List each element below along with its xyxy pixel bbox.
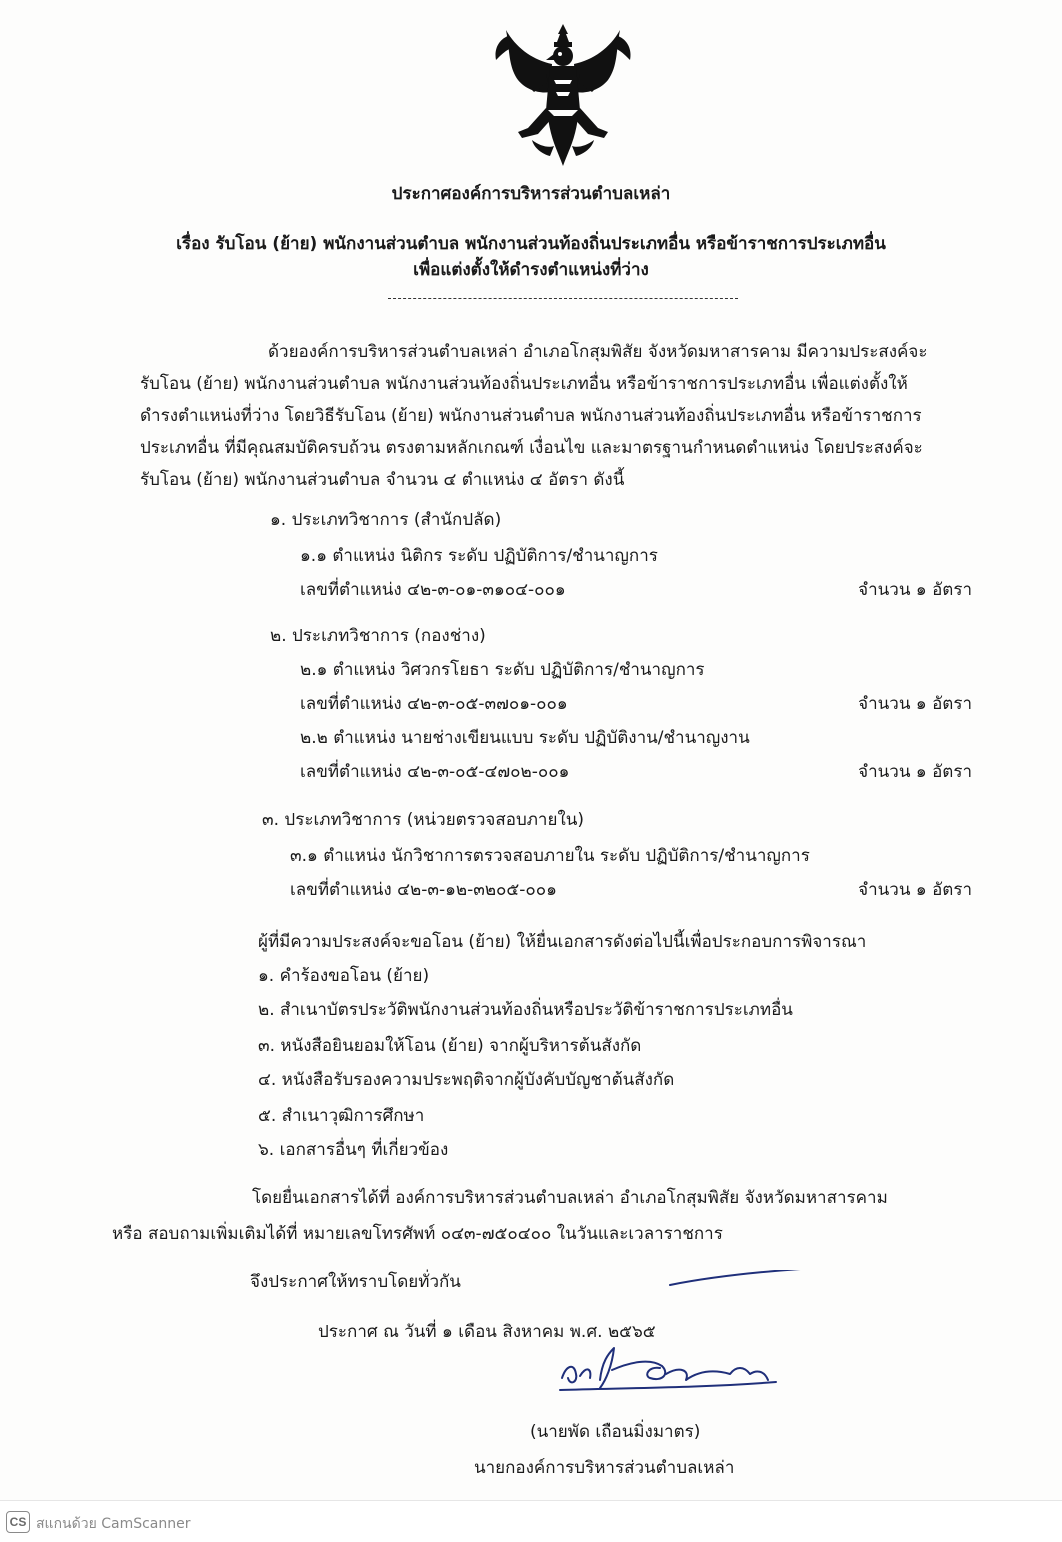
document-item: ๓. หนังสือยินยอมให้โอน (ย้าย) จากผู้บริหารต้นสังกัด [258, 1036, 642, 1056]
announcement-title: ประกาศองค์การบริหารส่วนตำบลเหล่า [391, 184, 671, 204]
subject-line-continued: เพื่อแต่งตั้งให้ดำรงตำแหน่งที่ว่าง [413, 260, 649, 280]
document-item: ๕. สำเนาวุฒิการศึกษา [258, 1106, 425, 1126]
documents-intro: ผู้ที่มีความประสงค์จะขอโอน (ย้าย) ให้ยื่นเอกสารดังต่อไปนี้เพื่อประกอบการพิจารณา [258, 932, 867, 952]
position-count: จำนวน ๑ อัตรา [858, 880, 972, 900]
position-count: จำนวน ๑ อัตรา [858, 694, 972, 714]
intro-paragraph-line: ประเภทอื่น ที่มีคุณสมบัติครบถ้วน ตรงตามหลักเกณฑ์ เงื่อนไข และมาตรฐานกำหนดตำแหน่ง โดยประสงค์จะ [140, 438, 923, 458]
position-number: เลขที่ตำแหน่ง ๔๒-๓-๐๕-๓๗๐๑-๐๐๑ [300, 694, 568, 714]
intro-paragraph-line: รับโอน (ย้าย) พนักงานส่วนตำบล พนักงานส่วนท้องถิ่นประเภทอื่น หรือข้าราชการประเภทอื่น เพื่อแต่งตั้งให้ [140, 374, 908, 394]
position-group-heading: ๒. ประเภทวิชาการ (กองช่าง) [270, 626, 486, 646]
announcement-date: ประกาศ ณ วันที่ ๑ เดือน สิงหาคม พ.ศ. ๒๕๖๕ [318, 1322, 656, 1342]
position-title: ๑.๑ ตำแหน่ง นิติกร ระดับ ปฏิบัติการ/ชำนาญการ [300, 546, 658, 566]
intro-paragraph-line: รับโอน (ย้าย) พนักงานส่วนตำบล จำนวน ๔ ตำแหน่ง ๔ อัตรา ดังนี้ [140, 470, 625, 490]
scanner-footer [0, 1500, 1062, 1542]
position-title: ๒.๒ ตำแหน่ง นายช่างเขียนแบบ ระดับ ปฏิบัติงาน/ชำนาญงาน [300, 728, 750, 748]
position-group-heading: ๓. ประเภทวิชาการ (หน่วยตรวจสอบภายใน) [262, 810, 584, 830]
scanner-watermark-text: สแกนด้วย CamScanner [36, 1516, 191, 1532]
garuda-emblem [488, 20, 638, 170]
position-title: ๓.๑ ตำแหน่ง นักวิชาการตรวจสอบภายใน ระดับ ปฏิบัติการ/ชำนาญการ [290, 846, 810, 866]
signatory-name: (นายพัด เถือนมิ่งมาตร) [530, 1422, 701, 1442]
document-item: ๖. เอกสารอื่นๆ ที่เกี่ยวข้อง [258, 1140, 449, 1160]
document-item: ๒. สำเนาบัตรประวัติพนักงานส่วนท้องถิ่นหรือประวัติข้าราชการประเภทอื่น [258, 1000, 793, 1020]
position-count: จำนวน ๑ อัตรา [858, 762, 972, 782]
position-title: ๒.๑ ตำแหน่ง วิศวกรโยธา ระดับ ปฏิบัติการ/ชำนาญการ [300, 660, 705, 680]
intro-paragraph-line: ดำรงตำแหน่งที่ว่าง โดยวิธีรับโอน (ย้าย) พนักงานส่วนตำบล พนักงานส่วนท้องถิ่นประเภทอื่น หรือข้าราชการ [140, 406, 922, 426]
position-group-heading: ๑. ประเภทวิชาการ (สำนักปลัด) [270, 510, 502, 530]
signatory-position: นายกองค์การบริหารส่วนตำบลเหล่า [474, 1458, 735, 1478]
position-count: จำนวน ๑ อัตรา [858, 580, 972, 600]
camscanner-logo-icon: CS [6, 1511, 30, 1533]
contact-line: หรือ สอบถามเพิ่มเติมได้ที่ หมายเลขโทรศัพท์ ๐๔๓-๗๕๐๔๐๐ ในวันและเวลาราชการ [112, 1224, 723, 1244]
position-number: เลขที่ตำแหน่ง ๔๒-๓-๑๒-๓๒๐๕-๐๐๑ [290, 880, 557, 900]
document-item: ๔. หนังสือรับรองความประพฤติจากผู้บังคับบัญชาต้นสังกัด [258, 1070, 675, 1090]
intro-paragraph-line: ด้วยองค์การบริหารส่วนตำบลเหล่า อำเภอโกสุมพิสัย จังหวัดมหาสารคาม มีความประสงค์จะ [268, 342, 928, 362]
document-item: ๑. คำร้องขอโอน (ย้าย) [258, 966, 430, 986]
position-number: เลขที่ตำแหน่ง ๔๒-๓-๐๑-๓๑๐๔-๐๐๑ [300, 580, 566, 600]
contact-line: โดยยื่นเอกสารได้ที่ องค์การบริหารส่วนตำบลเหล่า อำเภอโกสุมพิสัย จังหวัดมหาสารคาม [252, 1188, 888, 1208]
signature-image [540, 1270, 900, 1410]
closing-statement: จึงประกาศให้ทราบโดยทั่วกัน [250, 1272, 461, 1292]
divider [388, 298, 738, 299]
subject-line: เรื่อง รับโอน (ย้าย) พนักงานส่วนตำบล พนักงานส่วนท้องถิ่นประเภทอื่น หรือข้าราชการประเภทอื่น [176, 234, 886, 254]
position-number: เลขที่ตำแหน่ง ๔๒-๓-๐๕-๔๗๐๒-๐๐๑ [300, 762, 570, 782]
